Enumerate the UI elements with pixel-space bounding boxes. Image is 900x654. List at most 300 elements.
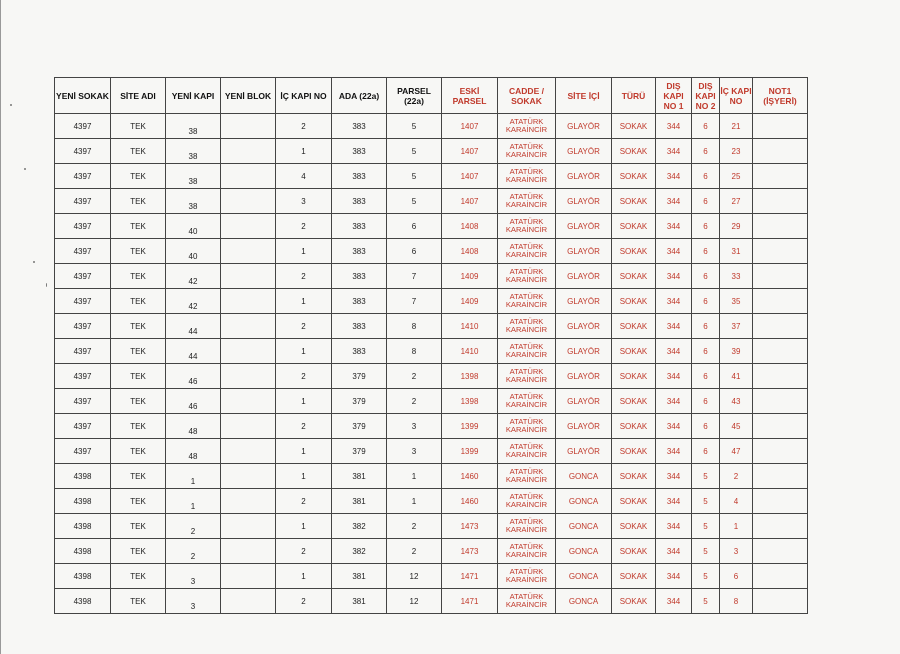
cell-yeni-sokak: 4397 bbox=[55, 389, 111, 414]
cell-ic-kapi-no-2: 41 bbox=[720, 364, 753, 389]
cell-yeni-kapi: 48 bbox=[166, 414, 221, 439]
cell-dis-kapi-no1: 344 bbox=[656, 464, 692, 489]
cell-dis-kapi-no2: 6 bbox=[692, 339, 720, 364]
cell-yeni-blok bbox=[221, 389, 276, 414]
cell-ada: 383 bbox=[332, 289, 387, 314]
cell-parsel: 1 bbox=[387, 464, 442, 489]
col-dis-kapi-no2: DIŞ KAPI NO 2 bbox=[692, 78, 720, 114]
cell-parsel: 2 bbox=[387, 514, 442, 539]
cell-ic-kapi-no: 1 bbox=[276, 339, 332, 364]
cell-parsel: 8 bbox=[387, 314, 442, 339]
cell-yeni-sokak: 4397 bbox=[55, 239, 111, 264]
cell-ic-kapi-no-2: 35 bbox=[720, 289, 753, 314]
cell-yeni-sokak: 4397 bbox=[55, 264, 111, 289]
cell-yeni-kapi: 38 bbox=[166, 189, 221, 214]
cell-site-adi: TEK bbox=[111, 189, 166, 214]
cell-yeni-kapi: 40 bbox=[166, 239, 221, 264]
cell-site-adi: TEK bbox=[111, 339, 166, 364]
table-row bbox=[55, 239, 808, 264]
cell-ada: 381 bbox=[332, 489, 387, 514]
cell-site-adi: TEK bbox=[111, 389, 166, 414]
cell-parsel: 2 bbox=[387, 364, 442, 389]
cell-cadde-sokak: ATATÜRK KARAİNCİR bbox=[498, 289, 556, 314]
cell-site-adi: TEK bbox=[111, 164, 166, 189]
cell-yeni-kapi: 44 bbox=[166, 339, 221, 364]
table-row bbox=[55, 439, 808, 464]
cell-yeni-blok bbox=[221, 414, 276, 439]
cell-ic-kapi-no: 1 bbox=[276, 464, 332, 489]
cell-cadde-sokak: ATATÜRK KARAİNCİR bbox=[498, 539, 556, 564]
cell-eski-parsel: 1398 bbox=[442, 389, 498, 414]
cell-dis-kapi-no1: 344 bbox=[656, 289, 692, 314]
cell-parsel: 5 bbox=[387, 189, 442, 214]
cell-eski-parsel: 1410 bbox=[442, 314, 498, 339]
cell-ic-kapi-no: 2 bbox=[276, 589, 332, 614]
cell-site-ici: GLAYÖR bbox=[556, 289, 612, 314]
cell-eski-parsel: 1460 bbox=[442, 489, 498, 514]
cell-yeni-blok bbox=[221, 589, 276, 614]
cell-ic-kapi-no-2: 33 bbox=[720, 264, 753, 289]
cell-yeni-kapi: 44 bbox=[166, 314, 221, 339]
col-ic-kapi-no-2: İÇ KAPI NO bbox=[720, 78, 753, 114]
col-turu: TÜRÜ bbox=[612, 78, 656, 114]
cell-yeni-kapi: 46 bbox=[166, 389, 221, 414]
cell-cadde-sokak: ATATÜRK KARAİNCİR bbox=[498, 414, 556, 439]
cell-ic-kapi-no-2: 1 bbox=[720, 514, 753, 539]
cell-ada: 381 bbox=[332, 464, 387, 489]
cell-cadde-sokak: ATATÜRK KARAİNCİR bbox=[498, 164, 556, 189]
cell-not1 bbox=[753, 264, 808, 289]
cell-yeni-kapi: 46 bbox=[166, 364, 221, 389]
cell-ic-kapi-no-2: 47 bbox=[720, 439, 753, 464]
cell-dis-kapi-no2: 5 bbox=[692, 489, 720, 514]
cell-yeni-kapi: 1 bbox=[166, 464, 221, 489]
cell-ada: 379 bbox=[332, 414, 387, 439]
cell-dis-kapi-no2: 6 bbox=[692, 214, 720, 239]
cell-parsel: 6 bbox=[387, 214, 442, 239]
cell-dis-kapi-no2: 5 bbox=[692, 589, 720, 614]
cell-yeni-kapi: 2 bbox=[166, 539, 221, 564]
cell-ic-kapi-no: 2 bbox=[276, 364, 332, 389]
cell-site-adi: TEK bbox=[111, 239, 166, 264]
cell-site-ici: GONCA bbox=[556, 539, 612, 564]
cell-parsel: 5 bbox=[387, 164, 442, 189]
table-row bbox=[55, 589, 808, 614]
cell-yeni-kapi: 38 bbox=[166, 139, 221, 164]
cell-ada: 379 bbox=[332, 439, 387, 464]
cell-turu: SOKAK bbox=[612, 139, 656, 164]
cell-turu: SOKAK bbox=[612, 564, 656, 589]
cell-turu: SOKAK bbox=[612, 389, 656, 414]
cell-parsel: 8 bbox=[387, 339, 442, 364]
cell-site-adi: TEK bbox=[111, 264, 166, 289]
cell-not1 bbox=[753, 389, 808, 414]
cell-ic-kapi-no-2: 29 bbox=[720, 214, 753, 239]
cell-yeni-blok bbox=[221, 214, 276, 239]
cell-yeni-sokak: 4397 bbox=[55, 289, 111, 314]
cell-dis-kapi-no1: 344 bbox=[656, 239, 692, 264]
cell-parsel: 2 bbox=[387, 389, 442, 414]
cell-site-ici: GLAYÖR bbox=[556, 114, 612, 139]
cell-site-ici: GLAYÖR bbox=[556, 189, 612, 214]
cell-site-adi: TEK bbox=[111, 364, 166, 389]
cell-dis-kapi-no2: 5 bbox=[692, 564, 720, 589]
cell-dis-kapi-no1: 344 bbox=[656, 364, 692, 389]
cell-not1 bbox=[753, 314, 808, 339]
cell-site-adi: TEK bbox=[111, 314, 166, 339]
cell-turu: SOKAK bbox=[612, 339, 656, 364]
cell-yeni-kapi: 2 bbox=[166, 514, 221, 539]
cell-dis-kapi-no1: 344 bbox=[656, 189, 692, 214]
cell-ada: 383 bbox=[332, 314, 387, 339]
cell-dis-kapi-no2: 6 bbox=[692, 239, 720, 264]
cell-ic-kapi-no: 1 bbox=[276, 289, 332, 314]
cell-ic-kapi-no: 2 bbox=[276, 114, 332, 139]
cell-site-ici: GLAYÖR bbox=[556, 339, 612, 364]
cell-yeni-sokak: 4397 bbox=[55, 314, 111, 339]
cell-ic-kapi-no-2: 43 bbox=[720, 389, 753, 414]
cell-ada: 382 bbox=[332, 514, 387, 539]
cell-yeni-sokak: 4397 bbox=[55, 164, 111, 189]
cell-eski-parsel: 1473 bbox=[442, 539, 498, 564]
cell-yeni-blok bbox=[221, 239, 276, 264]
cell-site-ici: GONCA bbox=[556, 514, 612, 539]
cell-dis-kapi-no2: 5 bbox=[692, 514, 720, 539]
cell-ic-kapi-no-2: 6 bbox=[720, 564, 753, 589]
table-row bbox=[55, 164, 808, 189]
cell-dis-kapi-no2: 6 bbox=[692, 264, 720, 289]
table-row bbox=[55, 464, 808, 489]
cell-eski-parsel: 1471 bbox=[442, 564, 498, 589]
cell-site-ici: GONCA bbox=[556, 589, 612, 614]
cell-site-ici: GLAYÖR bbox=[556, 414, 612, 439]
cell-dis-kapi-no2: 6 bbox=[692, 439, 720, 464]
cell-ic-kapi-no-2: 37 bbox=[720, 314, 753, 339]
cell-dis-kapi-no2: 6 bbox=[692, 139, 720, 164]
cell-ada: 383 bbox=[332, 114, 387, 139]
table-row bbox=[55, 139, 808, 164]
cell-ada: 382 bbox=[332, 539, 387, 564]
table-row bbox=[55, 414, 808, 439]
cell-yeni-kapi: 42 bbox=[166, 289, 221, 314]
cell-turu: SOKAK bbox=[612, 489, 656, 514]
cell-not1 bbox=[753, 339, 808, 364]
cell-cadde-sokak: ATATÜRK KARAİNCİR bbox=[498, 589, 556, 614]
cell-dis-kapi-no2: 5 bbox=[692, 539, 720, 564]
address-table bbox=[54, 77, 808, 614]
cell-dis-kapi-no1: 344 bbox=[656, 439, 692, 464]
cell-cadde-sokak: ATATÜRK KARAİNCİR bbox=[498, 464, 556, 489]
scan-speck bbox=[46, 283, 47, 287]
cell-ada: 383 bbox=[332, 339, 387, 364]
col-dis-kapi-no1: DIŞ KAPI NO 1 bbox=[656, 78, 692, 114]
cell-eski-parsel: 1399 bbox=[442, 439, 498, 464]
cell-not1 bbox=[753, 189, 808, 214]
cell-cadde-sokak: ATATÜRK KARAİNCİR bbox=[498, 489, 556, 514]
cell-cadde-sokak: ATATÜRK KARAİNCİR bbox=[498, 339, 556, 364]
cell-yeni-kapi: 3 bbox=[166, 564, 221, 589]
cell-parsel: 3 bbox=[387, 439, 442, 464]
cell-not1 bbox=[753, 364, 808, 389]
cell-yeni-blok bbox=[221, 314, 276, 339]
cell-ic-kapi-no: 2 bbox=[276, 264, 332, 289]
cell-yeni-sokak: 4397 bbox=[55, 214, 111, 239]
cell-site-adi: TEK bbox=[111, 414, 166, 439]
cell-site-ici: GLAYÖR bbox=[556, 139, 612, 164]
cell-dis-kapi-no1: 344 bbox=[656, 114, 692, 139]
cell-site-adi: TEK bbox=[111, 289, 166, 314]
cell-cadde-sokak: ATATÜRK KARAİNCİR bbox=[498, 514, 556, 539]
col-parsel: PARSEL (22a) bbox=[387, 78, 442, 114]
cell-turu: SOKAK bbox=[612, 289, 656, 314]
cell-parsel: 1 bbox=[387, 489, 442, 514]
cell-parsel: 12 bbox=[387, 589, 442, 614]
table-row bbox=[55, 214, 808, 239]
cell-yeni-sokak: 4398 bbox=[55, 539, 111, 564]
cell-eski-parsel: 1408 bbox=[442, 239, 498, 264]
cell-yeni-sokak: 4397 bbox=[55, 364, 111, 389]
cell-yeni-blok bbox=[221, 164, 276, 189]
cell-parsel: 12 bbox=[387, 564, 442, 589]
cell-dis-kapi-no1: 344 bbox=[656, 314, 692, 339]
cell-site-ici: GLAYÖR bbox=[556, 239, 612, 264]
cell-dis-kapi-no2: 6 bbox=[692, 289, 720, 314]
cell-turu: SOKAK bbox=[612, 364, 656, 389]
cell-ic-kapi-no-2: 45 bbox=[720, 414, 753, 439]
cell-eski-parsel: 1410 bbox=[442, 339, 498, 364]
cell-yeni-kapi: 48 bbox=[166, 439, 221, 464]
cell-yeni-sokak: 4398 bbox=[55, 489, 111, 514]
cell-turu: SOKAK bbox=[612, 439, 656, 464]
cell-turu: SOKAK bbox=[612, 539, 656, 564]
cell-not1 bbox=[753, 289, 808, 314]
cell-ic-kapi-no: 2 bbox=[276, 539, 332, 564]
cell-turu: SOKAK bbox=[612, 114, 656, 139]
cell-dis-kapi-no1: 344 bbox=[656, 389, 692, 414]
cell-turu: SOKAK bbox=[612, 264, 656, 289]
cell-ic-kapi-no-2: 31 bbox=[720, 239, 753, 264]
header-row bbox=[55, 78, 808, 114]
table-row bbox=[55, 564, 808, 589]
cell-dis-kapi-no2: 6 bbox=[692, 389, 720, 414]
cell-yeni-blok bbox=[221, 489, 276, 514]
cell-dis-kapi-no2: 6 bbox=[692, 364, 720, 389]
cell-yeni-kapi: 38 bbox=[166, 164, 221, 189]
cell-eski-parsel: 1471 bbox=[442, 589, 498, 614]
cell-dis-kapi-no2: 6 bbox=[692, 414, 720, 439]
cell-ic-kapi-no: 1 bbox=[276, 564, 332, 589]
cell-turu: SOKAK bbox=[612, 514, 656, 539]
col-yeni-sokak: YENİ SOKAK bbox=[55, 78, 111, 114]
cell-site-adi: TEK bbox=[111, 439, 166, 464]
cell-eski-parsel: 1407 bbox=[442, 164, 498, 189]
cell-eski-parsel: 1407 bbox=[442, 189, 498, 214]
cell-not1 bbox=[753, 564, 808, 589]
cell-yeni-blok bbox=[221, 564, 276, 589]
scan-speck bbox=[33, 261, 35, 263]
cell-ic-kapi-no: 2 bbox=[276, 414, 332, 439]
col-yeni-blok: YENİ BLOK bbox=[221, 78, 276, 114]
cell-turu: SOKAK bbox=[612, 214, 656, 239]
cell-yeni-blok bbox=[221, 464, 276, 489]
cell-eski-parsel: 1409 bbox=[442, 289, 498, 314]
cell-yeni-sokak: 4397 bbox=[55, 139, 111, 164]
cell-not1 bbox=[753, 239, 808, 264]
table-row bbox=[55, 189, 808, 214]
cell-ic-kapi-no-2: 25 bbox=[720, 164, 753, 189]
cell-yeni-sokak: 4398 bbox=[55, 464, 111, 489]
cell-dis-kapi-no2: 6 bbox=[692, 314, 720, 339]
cell-cadde-sokak: ATATÜRK KARAİNCİR bbox=[498, 239, 556, 264]
cell-not1 bbox=[753, 164, 808, 189]
cell-cadde-sokak: ATATÜRK KARAİNCİR bbox=[498, 439, 556, 464]
cell-ic-kapi-no: 4 bbox=[276, 164, 332, 189]
cell-yeni-blok bbox=[221, 114, 276, 139]
table-row bbox=[55, 339, 808, 364]
cell-ic-kapi-no: 2 bbox=[276, 214, 332, 239]
col-ada: ADA (22a) bbox=[332, 78, 387, 114]
cell-yeni-blok bbox=[221, 539, 276, 564]
cell-not1 bbox=[753, 464, 808, 489]
cell-yeni-kapi: 42 bbox=[166, 264, 221, 289]
cell-not1 bbox=[753, 489, 808, 514]
table-row bbox=[55, 389, 808, 414]
cell-site-adi: TEK bbox=[111, 464, 166, 489]
cell-not1 bbox=[753, 439, 808, 464]
cell-not1 bbox=[753, 139, 808, 164]
col-site-adi: SİTE ADI bbox=[111, 78, 166, 114]
cell-ic-kapi-no: 1 bbox=[276, 439, 332, 464]
cell-site-adi: TEK bbox=[111, 539, 166, 564]
scan-speck bbox=[10, 104, 12, 106]
scan-speck bbox=[24, 168, 26, 170]
cell-dis-kapi-no2: 5 bbox=[692, 464, 720, 489]
cell-site-ici: GLAYÖR bbox=[556, 164, 612, 189]
cell-parsel: 2 bbox=[387, 539, 442, 564]
cell-turu: SOKAK bbox=[612, 189, 656, 214]
cell-eski-parsel: 1398 bbox=[442, 364, 498, 389]
cell-site-ici: GLAYÖR bbox=[556, 364, 612, 389]
cell-yeni-sokak: 4397 bbox=[55, 114, 111, 139]
cell-not1 bbox=[753, 414, 808, 439]
cell-yeni-kapi: 40 bbox=[166, 214, 221, 239]
cell-eski-parsel: 1460 bbox=[442, 464, 498, 489]
cell-site-ici: GLAYÖR bbox=[556, 264, 612, 289]
cell-ada: 381 bbox=[332, 564, 387, 589]
cell-dis-kapi-no2: 6 bbox=[692, 189, 720, 214]
cell-cadde-sokak: ATATÜRK KARAİNCİR bbox=[498, 389, 556, 414]
cell-yeni-blok bbox=[221, 189, 276, 214]
cell-yeni-blok bbox=[221, 289, 276, 314]
cell-ic-kapi-no: 1 bbox=[276, 389, 332, 414]
cell-ic-kapi-no: 1 bbox=[276, 139, 332, 164]
cell-yeni-blok bbox=[221, 339, 276, 364]
cell-yeni-sokak: 4397 bbox=[55, 189, 111, 214]
cell-dis-kapi-no1: 344 bbox=[656, 539, 692, 564]
cell-cadde-sokak: ATATÜRK KARAİNCİR bbox=[498, 314, 556, 339]
cell-ic-kapi-no-2: 21 bbox=[720, 114, 753, 139]
cell-yeni-blok bbox=[221, 439, 276, 464]
cell-site-ici: GLAYÖR bbox=[556, 314, 612, 339]
cell-site-ici: GLAYÖR bbox=[556, 439, 612, 464]
table-row bbox=[55, 114, 808, 139]
cell-site-adi: TEK bbox=[111, 514, 166, 539]
cell-eski-parsel: 1407 bbox=[442, 114, 498, 139]
cell-yeni-kapi: 3 bbox=[166, 589, 221, 614]
cell-site-ici: GLAYÖR bbox=[556, 389, 612, 414]
cell-cadde-sokak: ATATÜRK KARAİNCİR bbox=[498, 189, 556, 214]
cell-parsel: 5 bbox=[387, 139, 442, 164]
cell-cadde-sokak: ATATÜRK KARAİNCİR bbox=[498, 114, 556, 139]
cell-turu: SOKAK bbox=[612, 164, 656, 189]
cell-cadde-sokak: ATATÜRK KARAİNCİR bbox=[498, 564, 556, 589]
cell-turu: SOKAK bbox=[612, 464, 656, 489]
cell-cadde-sokak: ATATÜRK KARAİNCİR bbox=[498, 364, 556, 389]
cell-site-adi: TEK bbox=[111, 564, 166, 589]
cell-dis-kapi-no1: 344 bbox=[656, 514, 692, 539]
cell-ic-kapi-no-2: 4 bbox=[720, 489, 753, 514]
cell-not1 bbox=[753, 114, 808, 139]
cell-ada: 383 bbox=[332, 189, 387, 214]
cell-site-adi: TEK bbox=[111, 489, 166, 514]
table-row bbox=[55, 264, 808, 289]
cell-ic-kapi-no: 1 bbox=[276, 239, 332, 264]
cell-ic-kapi-no: 1 bbox=[276, 514, 332, 539]
cell-yeni-sokak: 4397 bbox=[55, 339, 111, 364]
cell-dis-kapi-no1: 344 bbox=[656, 264, 692, 289]
cell-ada: 379 bbox=[332, 364, 387, 389]
cell-dis-kapi-no1: 344 bbox=[656, 564, 692, 589]
cell-turu: SOKAK bbox=[612, 589, 656, 614]
cell-dis-kapi-no2: 6 bbox=[692, 114, 720, 139]
col-ic-kapi-no: İÇ KAPI NO bbox=[276, 78, 332, 114]
cell-cadde-sokak: ATATÜRK KARAİNCİR bbox=[498, 214, 556, 239]
cell-ada: 383 bbox=[332, 264, 387, 289]
cell-site-ici: GONCA bbox=[556, 564, 612, 589]
col-eski-parsel: ESKİ PARSEL bbox=[442, 78, 498, 114]
cell-ic-kapi-no-2: 2 bbox=[720, 464, 753, 489]
cell-parsel: 3 bbox=[387, 414, 442, 439]
cell-turu: SOKAK bbox=[612, 239, 656, 264]
cell-ic-kapi-no: 2 bbox=[276, 314, 332, 339]
cell-yeni-sokak: 4398 bbox=[55, 514, 111, 539]
cell-site-ici: GLAYÖR bbox=[556, 214, 612, 239]
cell-parsel: 6 bbox=[387, 239, 442, 264]
cell-dis-kapi-no1: 344 bbox=[656, 164, 692, 189]
cell-ic-kapi-no: 2 bbox=[276, 489, 332, 514]
table-row bbox=[55, 364, 808, 389]
cell-cadde-sokak: ATATÜRK KARAİNCİR bbox=[498, 139, 556, 164]
cell-ada: 379 bbox=[332, 389, 387, 414]
col-yeni-kapi: YENİ KAPI bbox=[166, 78, 221, 114]
cell-yeni-blok bbox=[221, 264, 276, 289]
cell-cadde-sokak: ATATÜRK KARAİNCİR bbox=[498, 264, 556, 289]
cell-parsel: 7 bbox=[387, 289, 442, 314]
cell-site-ici: GONCA bbox=[556, 489, 612, 514]
cell-ic-kapi-no-2: 3 bbox=[720, 539, 753, 564]
table-row bbox=[55, 314, 808, 339]
col-site-ici: SİTE İÇİ bbox=[556, 78, 612, 114]
cell-site-adi: TEK bbox=[111, 589, 166, 614]
cell-dis-kapi-no1: 344 bbox=[656, 214, 692, 239]
cell-eski-parsel: 1407 bbox=[442, 139, 498, 164]
table-row bbox=[55, 489, 808, 514]
cell-not1 bbox=[753, 514, 808, 539]
cell-turu: SOKAK bbox=[612, 414, 656, 439]
cell-yeni-sokak: 4397 bbox=[55, 414, 111, 439]
table-row bbox=[55, 289, 808, 314]
cell-yeni-blok bbox=[221, 139, 276, 164]
